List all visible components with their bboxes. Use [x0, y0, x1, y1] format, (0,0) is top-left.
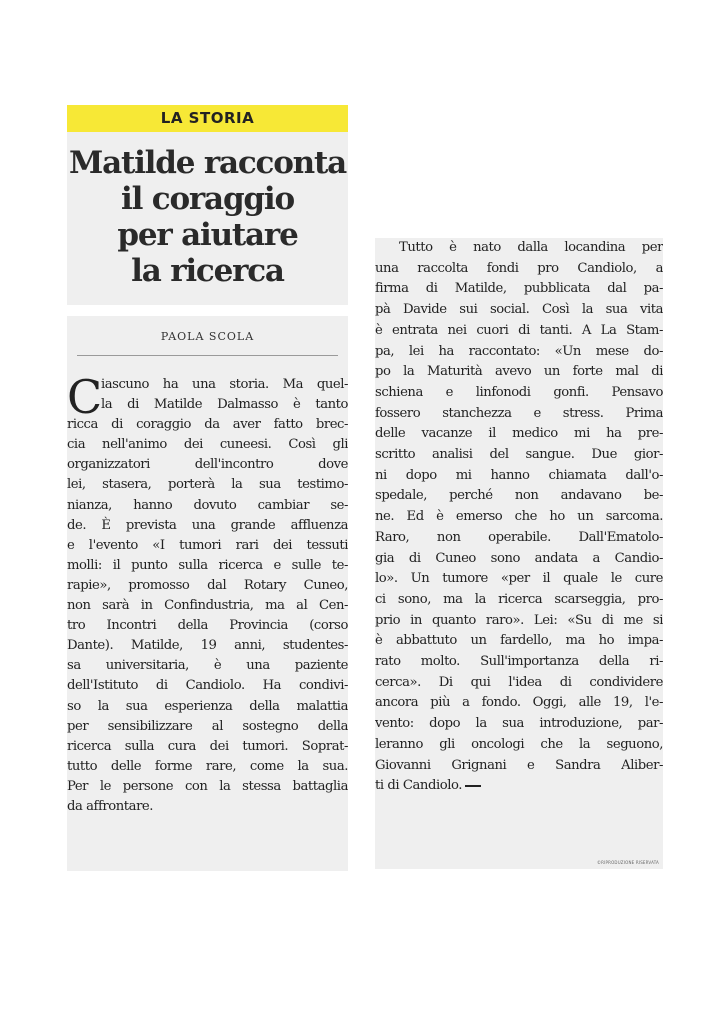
text-line: fossero stanchezza e stress. Prima [375, 405, 663, 421]
text-line: lei, stasera, porterà la sua testimo- [67, 477, 348, 493]
text-line: molli: il punto sulla ricerca e sulle te- [67, 557, 348, 573]
text-line: de. È prevista una grande affluenza [67, 517, 348, 533]
text-line: ricerca sulla cura dei tumori. Soprat- [67, 738, 348, 754]
text-line: da affrontare. [67, 798, 154, 814]
text-line: sa universitaria, è una paziente [67, 658, 348, 674]
headline-line: la ricerca [131, 253, 284, 289]
headline-separator [67, 305, 348, 316]
byline-rule [77, 355, 338, 356]
byline: PAOLA SCOLA [160, 330, 255, 343]
text-line: schiena e linfonodi gonfi. Pensavo [375, 384, 663, 400]
text-line: po la Maturità avevo un forte mal di [375, 364, 663, 380]
text-line: ancora più a fondo. Oggi, alle 19, l'e- [375, 695, 663, 711]
text-line: Raro, non operabile. Dall'Ematolo- [375, 529, 663, 545]
text-line: tutto delle forme rare, come la sua. [67, 758, 348, 774]
text-line: iascuno ha una storia. Ma quel- [101, 377, 348, 392]
text-line: ricca di coraggio da aver fatto brec- [67, 417, 348, 433]
text-line: prio in quanto raro». Lei: «Su di me si [375, 612, 663, 628]
text-line: tro Incontri della Provincia (corso [67, 618, 348, 634]
text-line: cerca». Di qui l'idea di condividere [375, 674, 663, 690]
text-line: lo». Un tumore «per il quale le cure [375, 571, 663, 587]
text-line: nianza, hanno dovuto cambiar se- [67, 497, 348, 513]
text-line: rato molto. Sull'importanza della ri- [375, 654, 663, 670]
text-line: Per le persone con la stessa battaglia [67, 778, 348, 794]
headline-line: per aiutare [117, 217, 298, 253]
text-line: gia di Cuneo sono andata a Candio- [375, 550, 663, 566]
text-line: organizzatori dell'incontro dove [67, 457, 348, 473]
text-line: firma di Matilde, pubblicata dal pa- [375, 281, 663, 297]
text-line: vento: dopo la sua introduzione, par- [375, 716, 663, 732]
left-column [67, 105, 348, 871]
right-column [375, 238, 663, 869]
headline [67, 145, 348, 289]
text-line: ni dopo mi hanno chiamata dall'o- [375, 467, 663, 483]
text-line: Dante). Matilde, 19 anni, studentes- [67, 638, 348, 654]
text-line: leranno gli oncologi che la seguono, [375, 736, 663, 752]
text-line: la di Matilde Dalmasso è tanto [101, 397, 348, 413]
text-line: spedale, perché non andavano be- [375, 488, 663, 504]
text-line: ne. Ed è emerso che ho un sarcoma. [375, 509, 663, 525]
text-line: non sarà in Confindustria, ma al Cen- [67, 598, 348, 614]
copyright-notice: ©RIPRODUZIONE RISERVATA [596, 860, 659, 865]
text-line: per sensibilizzare al sostegno della [67, 718, 348, 734]
text-line: Giovanni Grignani e Sandra Aliber- [375, 757, 663, 773]
article-body-right [375, 238, 663, 797]
text-line: è entrata nei cuori di tanti. A La Stam- [375, 322, 663, 338]
text-line: so la sua esperienza della malattia [67, 698, 348, 714]
text-line: dell'Istituto di Candiolo. Ha condivi- [67, 678, 348, 694]
text-line: cia nell'animo dei cuneesi. Così gli [67, 437, 348, 453]
text-line: ci sono, ma la ricerca scarseggia, pro- [375, 591, 663, 607]
kicker-label: LA STORIA [67, 105, 348, 132]
text-line: pa, lei ha raccontato: «Un mese do- [375, 343, 663, 359]
text-line: ti di Candiolo. [375, 776, 663, 797]
text-line: Tutto è nato dalla locandina per [399, 240, 663, 255]
text-line: pà Davide sui social. Così la sua vita [375, 302, 663, 318]
headline-line: Matilde racconta [68, 145, 347, 181]
drop-cap: C [67, 370, 102, 424]
text-line: scritto analisi del sangue. Due gior- [375, 447, 663, 463]
article-body-left [67, 370, 348, 817]
headline-line: il coraggio [121, 181, 294, 217]
text-line: delle vacanze il medico mi ha pre- [375, 426, 663, 442]
text-line: una raccolta fondi pro Candiolo, a [375, 260, 663, 276]
text-line: è abbattuto un fardello, ma ho impa- [375, 633, 663, 649]
end-mark [465, 785, 481, 787]
text-line: rapie», promosso dal Rotary Cuneo, [67, 577, 348, 593]
text-line: e l'evento «I tumori rari dei tessuti [67, 537, 348, 553]
